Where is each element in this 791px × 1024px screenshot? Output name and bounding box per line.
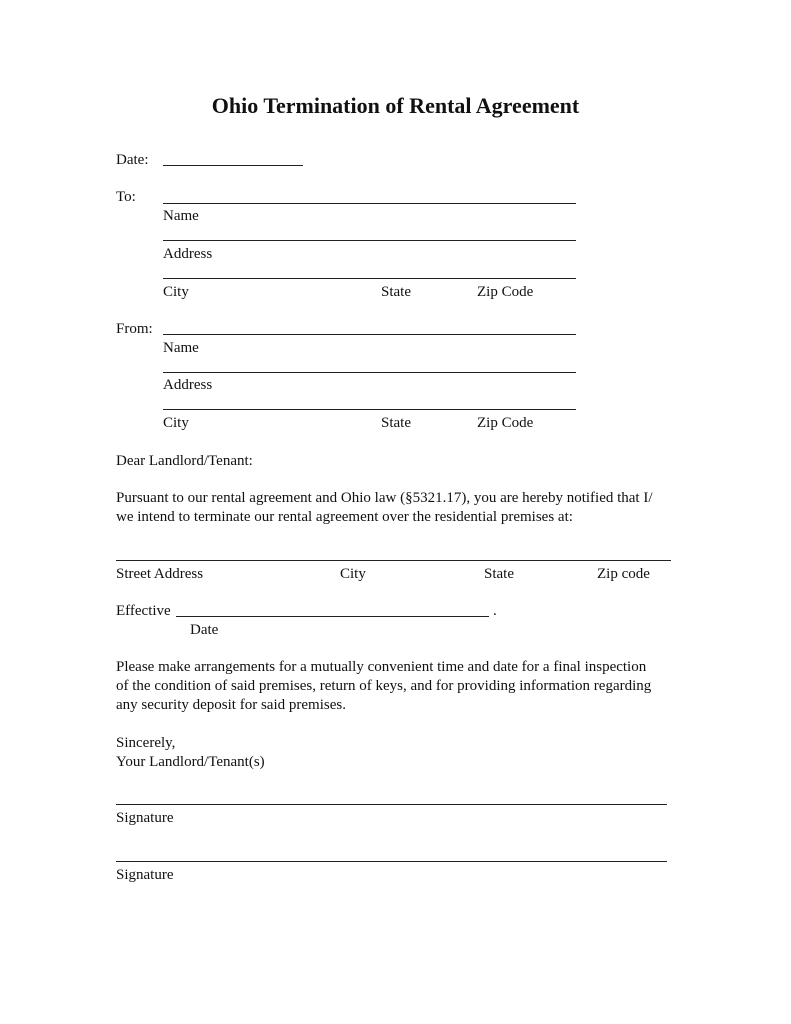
to-zip-label: Zip Code — [477, 284, 534, 300]
page-title: Ohio Termination of Rental Agreement — [211, 93, 580, 118]
notice-line-1: Pursuant to our rental agreement and Ohio law (§5321.17), you are hereby notified that I/ — [116, 490, 653, 506]
to-address-label: Address — [163, 246, 213, 262]
arrangements-line-2: of the condition of said premises, return of keys, and for providing information regarding — [116, 678, 652, 694]
to-city-label: City — [163, 284, 189, 300]
signature-field-2[interactable] — [116, 861, 667, 862]
salutation: Dear Landlord/Tenant: — [116, 453, 253, 469]
signature-field-1[interactable] — [116, 804, 667, 805]
effective-label: Effective — [116, 603, 171, 619]
from-zip-label: Zip Code — [477, 415, 534, 431]
premises-zip-label: Zip code — [597, 566, 650, 582]
date-label: Date: — [116, 152, 149, 168]
notice-line-2: we intend to terminate our rental agreement over the residential premises at: — [116, 509, 573, 525]
arrangements-paragraph — [116, 658, 651, 715]
from-address-field[interactable] — [163, 372, 576, 373]
to-state-label: State — [381, 284, 411, 300]
to-label: To: — [116, 189, 136, 205]
to-city-state-zip-field[interactable] — [163, 278, 576, 279]
premises-street-label: Street Address — [116, 566, 204, 582]
to-name-label: Name — [163, 208, 199, 224]
from-name-label: Name — [163, 340, 199, 356]
from-city-state-zip-field[interactable] — [163, 409, 576, 410]
from-city-label: City — [163, 415, 189, 431]
arrangements-line-1: Please make arrangements for a mutually convenient time and date for a final inspection — [116, 659, 647, 675]
signature-label-2: Signature — [116, 867, 174, 883]
premises-city-label: City — [340, 566, 366, 582]
signature-label-1: Signature — [116, 810, 174, 826]
date-field[interactable] — [163, 165, 303, 166]
arrangements-line-3: any security deposit for said premises. — [116, 697, 346, 713]
premises-state-label: State — [484, 566, 514, 582]
from-state-label: State — [381, 415, 411, 431]
closing-name: Your Landlord/Tenant(s) — [116, 754, 265, 770]
from-address-label: Address — [163, 377, 213, 393]
from-name-field[interactable] — [163, 334, 576, 335]
closing-block — [116, 734, 265, 772]
notice-paragraph — [116, 489, 653, 527]
closing-sincerely: Sincerely, — [116, 735, 176, 751]
to-address-field[interactable] — [163, 240, 576, 241]
from-label: From: — [116, 321, 153, 337]
to-name-field[interactable] — [163, 203, 576, 204]
effective-date-label: Date — [190, 622, 219, 638]
effective-date-field[interactable] — [176, 616, 489, 617]
effective-period: . — [493, 603, 497, 619]
premises-address-field[interactable] — [116, 560, 671, 561]
